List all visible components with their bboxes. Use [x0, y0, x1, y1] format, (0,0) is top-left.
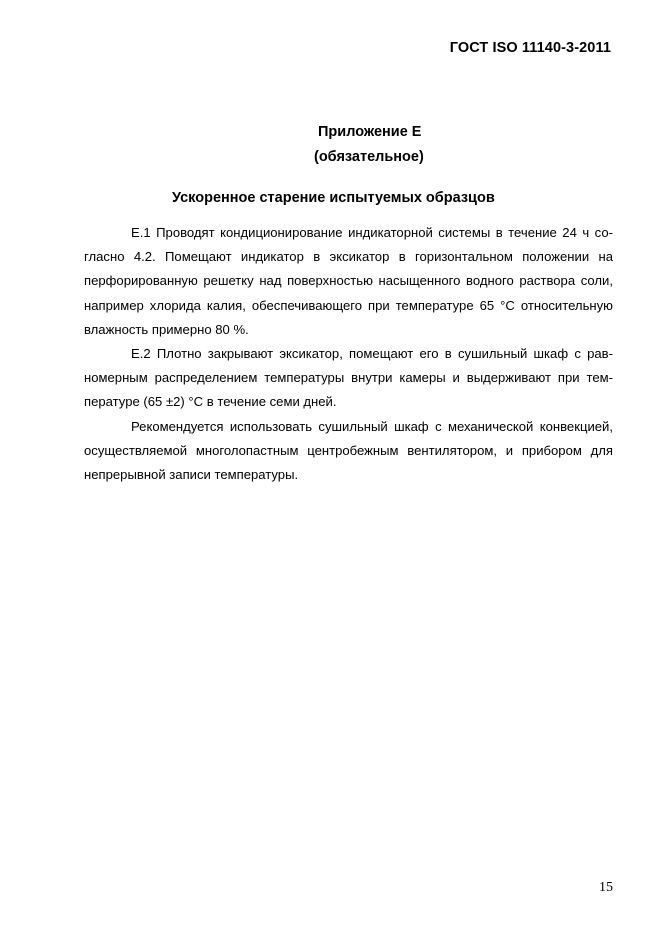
- section-heading: Ускоренное старение испытуемых образцов: [172, 190, 495, 206]
- paragraph-e2: Е.2 Плотно закрывают эксикатор, помещают его в сушильный шкаф с равномерным распределением температуры внутри камеры и выдерживают при температуре (65 ±2) °С в течение семи дней.: [84, 346, 613, 410]
- standard-code: ГОСТ ISO 11140-3-2011: [449, 40, 611, 56]
- appendix-status: (обязательное): [314, 149, 424, 165]
- paragraph-e1: Е.1 Проводят кондиционирование индикаторной системы в течение 24 ч согласно 4.2. Помещают индикатор в эксикатор в горизонтальном положении на перфорированную решетку над поверхностью насыщенного водного раствора соли, например хлорида калия, обеспечивающего при температуре 65 °С относительную влажность примерно 80 %.: [84, 225, 613, 337]
- body-text: [84, 221, 613, 487]
- paragraph-recommendation: Рекомендуется использовать сушильный шкаф с механической конвекцией, осуществляемой многолопастным центробежным вентилятором, и прибором для непрерывной записи температуры.: [84, 418, 613, 483]
- page-number: 15: [599, 880, 613, 895]
- appendix-title: Приложение Е: [318, 124, 422, 140]
